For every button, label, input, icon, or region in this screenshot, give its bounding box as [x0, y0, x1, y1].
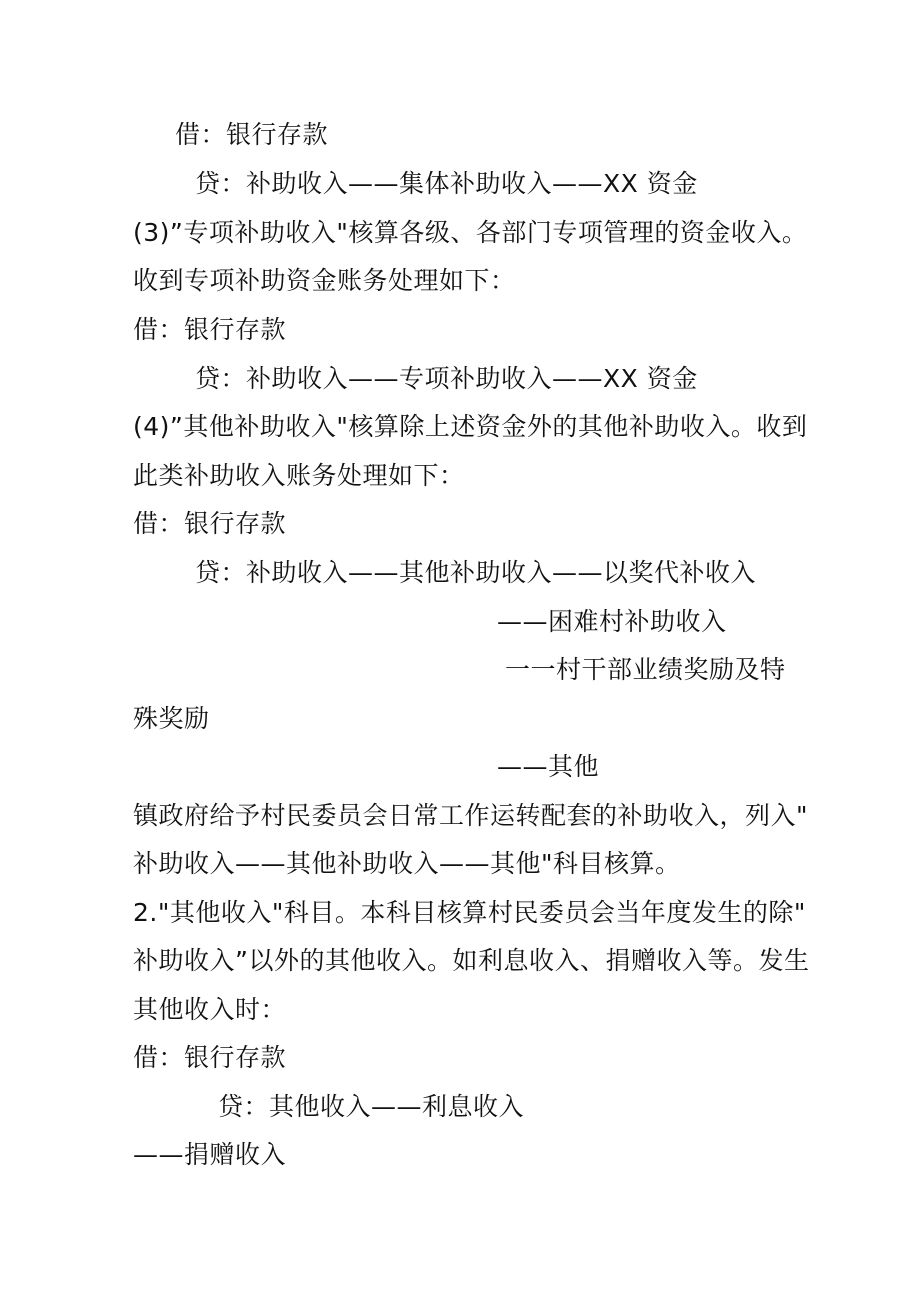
paragraph-line: 补助收入——其他补助收入——其他"科目核算。 — [133, 849, 681, 878]
debit-line: 借：银行存款 — [133, 315, 287, 344]
paragraph-line: 补助收入”以外的其他收入。如利息收入、捐赠收入等。发生 — [133, 946, 810, 975]
paragraph-line: 其他收入时： — [133, 995, 287, 1024]
credit-subline: ——其他 — [497, 752, 600, 781]
credit-subline: ——捐赠收入 — [133, 1140, 287, 1169]
credit-line: 贷：其他收入——利息收入 — [218, 1092, 525, 1121]
credit-line: 贷：补助收入——专项补助收入——XX 资金 — [195, 364, 698, 393]
credit-subline-wrap: 殊奖励 — [133, 704, 210, 733]
debit-line: 借：银行存款 — [133, 509, 287, 538]
credit-line: 贷：补助收入——其他补助收入——以奖代补收入 — [195, 558, 757, 587]
paragraph-line: 收到专项补助资金账务处理如下： — [133, 266, 516, 295]
paragraph-line: 此类补助收入账务处理如下： — [133, 461, 465, 490]
paragraph-line: 2."其他收入"科目。本科目核算村民委员会当年度发生的除" — [133, 898, 806, 927]
credit-line: 贷：补助收入——集体补助收入——XX 资金 — [195, 169, 698, 198]
credit-subline: 一一村干部业绩奖励及特 — [505, 655, 786, 684]
debit-line: 借：银行存款 — [133, 1043, 287, 1072]
credit-subline: ——困难村补助收入 — [497, 607, 727, 636]
paragraph-line: (3)”专项补助收入"核算各级、各部门专项管理的资金收入。 — [133, 218, 808, 247]
paragraph-line: (4)”其他补助收入"核算除上述资金外的其他补助收入。收到 — [133, 412, 808, 441]
debit-line: 借：银行存款 — [175, 120, 329, 149]
paragraph-line: 镇政府给予村民委员会日常工作运转配套的补助收入，列入" — [133, 801, 809, 830]
